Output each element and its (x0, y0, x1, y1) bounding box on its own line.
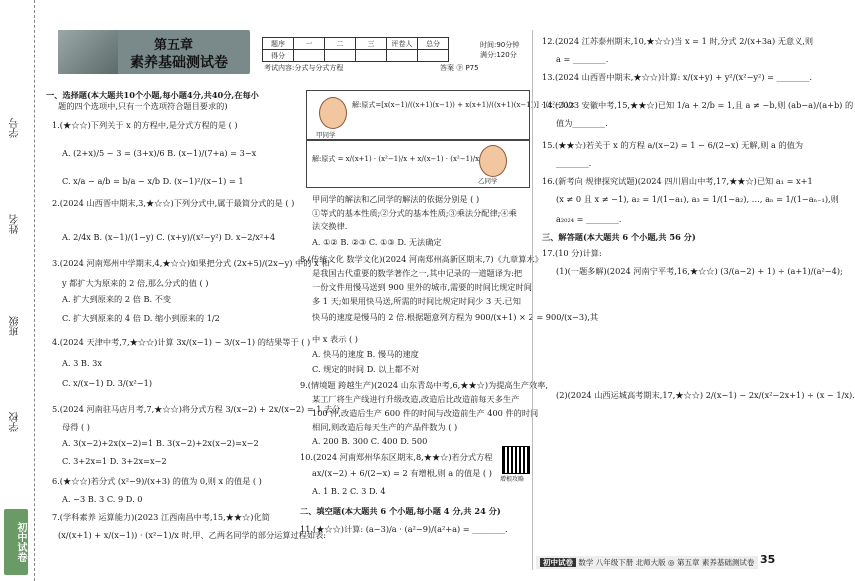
question-stem-cont: ①等式的基本性质;②分式的基本性质;③乘法分配律;④乘 (312, 208, 517, 218)
option-row: C. 3+2x=1 D. 3+2x=x−2 (62, 456, 167, 466)
question-stem-cont: a₂₀₂₄ = ________. (556, 214, 622, 224)
brand-stamp: 初中试卷 (4, 509, 28, 575)
question-stem: 4.(2024 天津中考,7,★☆☆)计算 3x/(x−1) − 3/(x−1) 的结果等于 ( ) (52, 337, 311, 347)
boy-avatar-icon (479, 145, 507, 177)
option-row: C. 规定的时间 D. 以上都不对 (312, 364, 420, 374)
chapter-banner (58, 30, 250, 74)
question-stem-cont: 中 x 表示 ( ) (312, 334, 358, 344)
option-row: A. (2+x)/5 − 3 = (3+x)/6 B. (x−1)/(7+a) = 3−x (62, 148, 257, 158)
question-stem: 12.(2024 江苏泰州期末,10,★☆☆)当 x = 1 时,分式 2/(x+3a) 无意义,则 (542, 36, 814, 46)
student-b-label: 乙同学 (478, 177, 498, 185)
question-stem: 6.(★☆☆)若分式 (x²−9)/(x+3) 的值为 0,则 x 的值是 ( ) (52, 476, 262, 486)
page-footer (536, 556, 758, 569)
score-header-cell: 总分 (418, 38, 449, 50)
section-heading: 一、选择题(本大题共10个小题,每小题4分,共40分,在每小 (46, 90, 259, 100)
class-label: 班级 (10, 316, 21, 336)
student-b-work: 解:原式 = x/(x+1) · (x²−1)/x + x/(x−1) · (x²−1)/x (312, 155, 480, 163)
section-note: 题的四个选项中,只有一个选项符合题目要求的) (58, 101, 228, 111)
score-row-label: 得分 (263, 50, 294, 62)
option-row: A. 200 B. 300 C. 400 D. 500 (312, 436, 428, 446)
question-stem: 3.(2024 河南郑州中学期末,4,★☆☆)如果把分式 (2x+5)/(2x−y) 中的 x 和 (52, 258, 330, 268)
question-stem-cont: 100 件,改造后生产 600 件的时间与改造前生产 400 件的时间 (312, 408, 539, 418)
section-heading: 二、填空题(本大题共 6 个小题,每小题 4 分,共 24 分) (300, 506, 501, 516)
score-cell[interactable] (294, 50, 325, 62)
question-stem: 11.(★☆☆)计算: (a−3)/a · (a²−9)/(a²+a) = ________. (300, 524, 508, 534)
question-stem: 9.(情境题 跨越生产)(2024 山东青岛中考,6,★★☆)为提高生产效率, (300, 380, 548, 390)
qr-code-label: 增根攻略 (500, 476, 525, 483)
option-row: A. 1 B. 2 C. 3 D. 4 (312, 486, 386, 496)
question-stem: 17.(10 分)计算: (542, 248, 602, 258)
question-stem: 16.(新考向 规律探究试题)(2024 四川眉山中考,17,★★☆)已知 a₁ = x+1 (542, 176, 813, 186)
time-info (480, 40, 519, 60)
score-cell[interactable] (387, 50, 418, 62)
option-row: A. 3(x−2)+2x(x−2)=1 B. 3(x−2)+2x(x−2)=x−2 (62, 438, 259, 448)
score-header-cell: 一 (294, 38, 325, 50)
question-stem-cont: 快马的速度是慢马的 2 倍.根据题意列方程为 900/(x+1) × 2 = 900/(x−3),其 (312, 312, 599, 322)
sub-question: (1)(一题多解)(2024 河南宁平考,16,★☆☆) (3/(a−2) + 1) ÷ (a+1)/(a²−4); (556, 266, 843, 276)
student-a-box (306, 90, 530, 140)
question-stem-cont: 某工厂将生产线进行升级改造,改造后比改造前每天多生产 (312, 394, 520, 404)
question-stem-cont: 母得 ( ) (62, 422, 90, 432)
question-stem-cont: 多 1 天;如果用快马送,所需的时间比规定时间少 3 天.已知 (312, 296, 521, 306)
question-stem-cont: 是我国古代重要的数学著作之一,其中记录的一道题译为:把 (312, 268, 523, 278)
score-header-cell: 三 (356, 38, 387, 50)
option-row: A. ①② B. ②③ C. ①③ D. 无法确定 (312, 237, 442, 247)
school-label: 学校 (10, 412, 21, 432)
option-row: A. 快马的速度 B. 慢马的速度 (312, 349, 419, 359)
answer-reference: 答案 ⓟ P75 (440, 64, 479, 72)
question-stem-cont: (x ≠ 0 且 x ≠ −1), a₂ = 1/(1−a₁), a₃ = 1/(1−a₂), …, aₙ = 1/(1−aₙ₋₁),则 (556, 194, 839, 204)
option-row: A. 2/4x B. (x−1)/(1−y) C. (x+y)/(x²−y²) D. x−2/x²+4 (62, 232, 276, 242)
question-stem-cont: 法交换律. (312, 221, 348, 231)
footer-brand: 初中试卷 (540, 558, 576, 567)
option-row: C. x/a − a/b = b/a − x/b D. (x−1)²/(x−1) = 1 (62, 176, 244, 186)
score-header-cell: 题序 (263, 38, 294, 50)
question-stem: 1.(★☆☆)下列关于 x 的方程中,是分式方程的是 ( ) (52, 120, 238, 130)
student-id-label: 学号 (10, 118, 21, 138)
question-stem: 5.(2024 河南驻马店月考,7,★☆☆)将分式方程 3/(x−2) + 2x/(x−2) = 1 去分 (52, 404, 341, 414)
chapter-number: 第五章 (154, 38, 194, 53)
question-stem-cont: 一份文件用慢马送到 900 里外的城市,需要的时间比规定时间 (312, 282, 532, 292)
sub-question: (2)(2024 山西运城高考期末,17,★☆☆) 2/(x−1) − 2x/(x²−2x+1) ÷ (x − 1/x). (556, 390, 855, 400)
question-stem-cont: (x/(x+1) + x/(x−1)) · (x²−1)/x 时,甲、乙两名同学的部分运算过程如表: (58, 530, 327, 540)
column-divider (532, 30, 533, 570)
score-header-cell: 评卷人 (387, 38, 418, 50)
question-stem-cont: y 都扩大为原来的 2 倍,那么分式的值 ( ) (62, 278, 209, 288)
option-row: C. 扩大到原来的 4 倍 D. 缩小到原来的 1/2 (62, 313, 220, 323)
page-number: 35 (760, 553, 776, 566)
footer-text: 数学 八年级下册 北师大版 ◎ 第五章 素养基础测试卷 (578, 558, 755, 567)
option-row: A. 3 B. 3x (62, 358, 102, 368)
question-stem: 13.(2024 山西晋中期末,★☆☆)计算: x/(x+y) + y²/(x²−y²) = ________. (542, 72, 812, 82)
score-table (262, 37, 449, 62)
score-cell[interactable] (325, 50, 356, 62)
girl-avatar-icon (319, 97, 347, 129)
score-cell[interactable] (418, 50, 449, 62)
test-title: 素养基础测试卷 (130, 55, 228, 71)
time-limit: 时间:90分钟 (480, 41, 520, 49)
qr-code[interactable] (502, 446, 530, 474)
question-stem-cont: ________. (556, 158, 592, 168)
exam-scope: 考试内容:分式与分式方程 (264, 64, 344, 72)
question-stem-cont: ax/(x−2) + 6/(2−x) = 2 有增根,则 a 的值是 ( ) (312, 468, 492, 478)
student-a-work: 解:原式=[x(x−1)/((x+1)(x−1)) + x(x+1)/((x+1)(x−1))] · (x²−1)/x (352, 101, 575, 109)
student-a-label: 甲同学 (316, 131, 336, 139)
name-label: 姓名 (10, 214, 21, 234)
question-stem: 2.(2024 山西晋中期末,3,★☆☆)下列分式中,属于最简分式的是 ( ) (52, 198, 295, 208)
section-heading: 三、解答题(本大题共 6 个小题,共 56 分) (542, 232, 696, 242)
banner-illustration (58, 30, 118, 74)
question-stem-cont: 甲同学的解法和乙同学的解法的依据分别是 ( ) (312, 194, 480, 204)
question-stem: 10.(2024 河南郑州华东区期末,8,★★☆)若分式方程 (300, 452, 493, 462)
question-stem: 15.(★★☆)若关于 x 的方程 a/(x−2) = 1 − 6/(2−x) 无解,则 a 的值为 (542, 140, 804, 150)
question-stem-cont: a = ________. (556, 54, 609, 64)
option-row: A. 扩大到原来的 2 倍 B. 不变 (62, 294, 172, 304)
score-cell[interactable] (356, 50, 387, 62)
score-header-cell: 二 (325, 38, 356, 50)
question-stem: 8.(传统文化 数学文化)(2024 河南郑州高新区期末,7)《九章算术》 (300, 254, 543, 264)
option-row: A. −3 B. 3 C. 9 D. 0 (62, 494, 143, 504)
full-score: 满分:120分 (480, 51, 517, 59)
question-stem: 14.(2023 安徽中考,15,★★☆)已知 1/a + 2/b = 1,且 a ≠ −b,则 (ab−a)/(a+b) 的 (542, 100, 854, 110)
option-row: C. x/(x−1) D. 3/(x²−1) (62, 378, 153, 388)
binding-margin (0, 0, 35, 581)
question-stem-cont: 相同,则改造后每天生产的产品件数为 ( ) (312, 422, 458, 432)
question-stem: 7.(学科素养 运算能力)(2023 江西南昌中考,15,★★☆)化简 (52, 512, 270, 522)
question-stem-cont: 值为________. (556, 118, 608, 128)
